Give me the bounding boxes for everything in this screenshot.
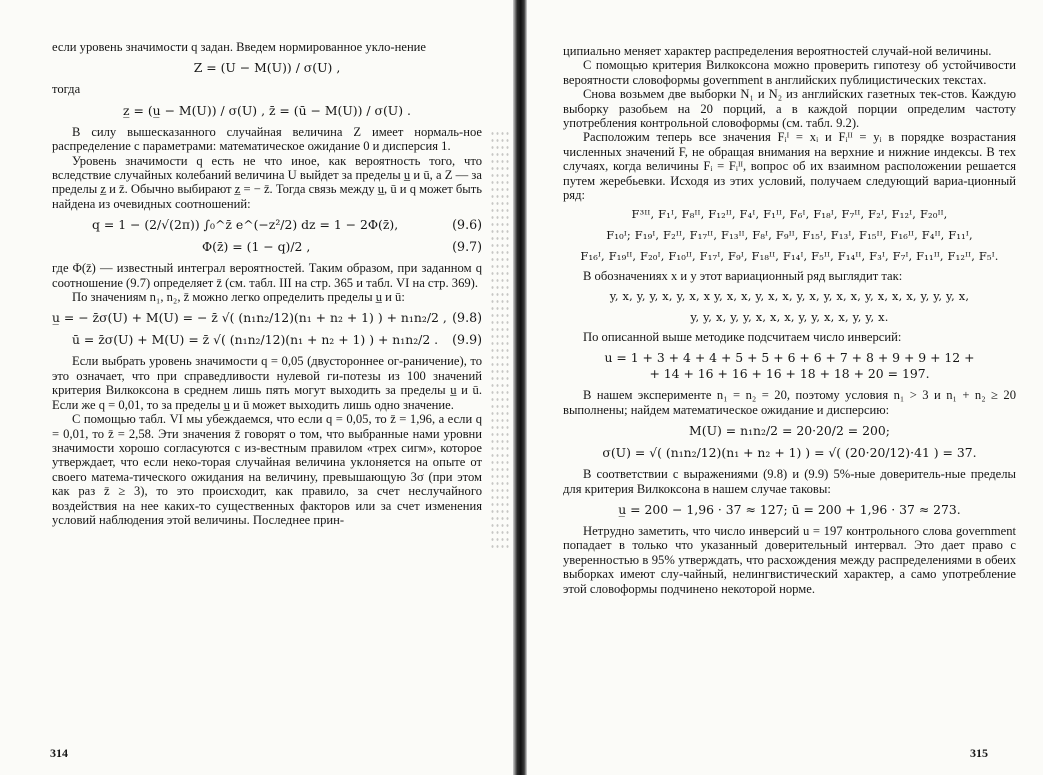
- equation-number: (9.9): [452, 332, 482, 348]
- equation-9-9: [52, 332, 482, 348]
- paragraph: По значениям n₁, n₂, z̄ можно легко определить пределы u̲ и ū:: [72, 290, 405, 305]
- equation-9-8: [52, 310, 482, 326]
- page-number: 315: [970, 746, 988, 760]
- page-number: 314: [50, 746, 68, 760]
- right-page: [530, 0, 1043, 775]
- left-page: [0, 0, 515, 775]
- right-text-column: [563, 44, 1016, 596]
- series-line: F₁₆ᴵ, F₁₉ᴵᴵ, F₂₀ᴵ, F₁₀ᴵᴵ, F₁₇ᴵ, F₉ᴵ, F₁₈ᴵᴵ, F₁₄ᴵ, F₅ᴵᴵ, F₁₄ᴵᴵ, F₃ᴵ, F₇ᴵ, F₁₁ᴵᴵ, F₁₂ᴵᴵ, F₅ᴵ.: [580, 249, 999, 264]
- paragraph: В соответствии с выражениями (9.8) и (9.9) 5%-ные доверитель-ные пределы для критерия Вилкоксона в нашем случае таковы:: [563, 467, 1016, 496]
- equation-body: ū = z̄σ(U) + M(U) = z̄ √( (n₁n₂/12)(n₁ + n₂ + 1) ) + n₁n₂/2 .: [72, 332, 439, 348]
- formula-confidence-limits: u̲ = 200 − 1,96 · 37 ≈ 127; ū = 200 + 1,96 · 37 ≈ 273.: [618, 501, 961, 517]
- left-text-column: [52, 40, 482, 527]
- series-line: F₁₀ᴵ; F₁₉ᴵ, F₂ᴵᴵ, F₁₇ᴵᴵ, F₁₃ᴵᴵ, F₈ᴵ, F₉ᴵᴵ, F₁₅ᴵ, F₁₃ᴵ, F₁₅ᴵᴵ, F₁₆ᴵᴵ, F₄ᴵᴵ, F₁₁ᴵ,: [606, 228, 973, 243]
- formula-expectation: M(U) = n₁n₂/2 = 20·20/2 = 200;: [689, 423, 890, 439]
- formula-normalized-deviation: Z = (U − M(U)) / σ(U) ,: [193, 60, 341, 76]
- equation-number: (9.7): [452, 239, 482, 255]
- equation-9-6: [52, 217, 482, 233]
- equation-number: (9.8): [452, 310, 482, 326]
- formula-dispersion: σ(U) = √( (n₁n₂/12)(n₁ + n₂ + 1) ) = √( (20·20/12)·41 ) = 37.: [602, 445, 977, 461]
- paragraph: где Φ(z̄) — известный интеграл вероятностей. Таким образом, при заданном q соотношение (9.7) определяет z̄ (см. табл. III на стр. 365 и табл. VI на стр. 369).: [52, 261, 482, 290]
- paragraph: ципиально меняет характер распределения вероятностей случай-ной величины.: [563, 44, 992, 58]
- paragraph: если уровень значимости q задан. Введем нормированное укло-нение: [52, 40, 427, 54]
- inversion-sum: [563, 350, 1016, 382]
- book-gutter: [513, 0, 527, 775]
- scan-noise: [490, 130, 510, 550]
- series-line: F³ᴵᴵ, F₁ᴵ, F₈ᴵᴵ, F₁₂ᴵᴵ, F₄ᴵ, F₁ᴵᴵ, F₆ᴵ, F₁₈ᴵ, F₇ᴵᴵ, F₂ᴵ, F₁₂ᴵ, F₂₀ᴵᴵ,: [631, 207, 948, 222]
- series-line: y, y, x, y, y, x, x, x, y, y, x, x, y, y, x.: [690, 309, 889, 324]
- paragraph: С помощью критерия Вилкоксона можно проверить гипотезу об устойчивости вероятности словоформы government в английских публицистических текстах.: [563, 58, 1016, 87]
- paragraph: По описанной выше методике подсчитаем число инверсий:: [583, 329, 902, 344]
- paragraph: В обозначениях x и y этот вариационный ряд выглядит так:: [583, 269, 903, 284]
- paragraph: Расположим теперь все значения Fᵢᴵ = xᵢ и Fᵢᴵᴵ = yᵢ в порядке возрастания численных значений F, не обращая внимания на верхние и нижние индексы. В тех случаях, когда величины Fᵢ = Fᵢᴵᴵ, вопрос об их взаимном расположении решается путем жеребьевки. Исходя из этих условий, получаем следующий вариа-ционный ряд:: [563, 130, 1016, 203]
- variation-series: [563, 204, 1016, 267]
- paragraph: Снова возьмем две выборки N₁ и N₂ из английских газетных тек-стов. Каждую выборку разобьем на 20 порций, а в каждой порции определим частоту употребления контрольной словоформы (см. табл. 9.2).: [563, 87, 1016, 131]
- paragraph: Если выбрать уровень значимости q = 0,05 (двустороннее ог-раничение), то это означает, что при справедливости нулевой ги-потезы из 100 значений критерия Вилкоксона в среднем лишь пять могут выходить за пределы u̲ и ū. Если же q = 0,01, то за пределы u̲ и ū может выходить лишь одно значение.: [52, 354, 482, 412]
- paragraph: В силу вышесказанного случайная величина Z имеет нормаль-ное распределение с параметрами: математическое ожидание 0 и дисперсия 1.: [52, 124, 482, 154]
- formula-z-limits: z̲ = (u̲ − M(U)) / σ(U) , z̄ = (ū − M(U)) / σ(U) .: [123, 102, 411, 118]
- equation-body: Φ(z̄) = (1 − q)/2 ,: [202, 239, 311, 255]
- paragraph: тогда: [52, 82, 81, 97]
- paragraph: Уровень значимости q есть не что иное, как вероятность того, что вследствие случайных колебаний величина U выйдет за пределы u̲ и ū, а Z — за пределы z̲ и z̄. Обычно выбирают z̲ = − z̄. Тогда связь между u̲, ū и q может быть найдена из очевидных соотношений:: [52, 153, 482, 211]
- paragraph: С помощью табл. VI мы убеждаемся, что если q = 0,05, то z̄ = 1,96, а если q = 0,01, то z̄ = 2,58. Эти значения z̄ говорят о том, что выбранные нами уровни значимости хорошо согласуются с из-вестным правилом «трех сигм», которое утверждает, что если неко-торая случайная величина уклоняется на опыте от своего матема-тического ожидания на величину, превышающую 3σ (при этом как раз z̄ ≥ 3), то это происходит, как правило, за счет неслучайного воздействия на нее каких-то существенных факторов или за счет изменения условий наблюдения этой величины. Последнее прин-: [52, 412, 482, 527]
- formula-line: u = 1 + 3 + 4 + 4 + 5 + 5 + 6 + 6 + 7 + 8 + 9 + 9 + 12 +: [604, 350, 975, 366]
- formula-line: + 14 + 16 + 16 + 16 + 18 + 18 + 20 = 197.: [649, 366, 930, 382]
- equation-9-7: [52, 239, 482, 255]
- series-line: y, x, y, y, x, y, x, x y, x, x, y, x, x, y, x, y, x, x, y, x, x, x, y, y, y, x,: [609, 288, 970, 303]
- xy-series: [563, 286, 1016, 328]
- paragraph: Нетрудно заметить, что число инверсий u = 197 контрольного слова government попадает в только что указанный доверительный интервал. Это дает право с уверенностью в 95% утверждать, что расхождения между распределениями в обеих выборках имеют слу-чайный, нелингвистический характер, а само употребление этой словоформы подчинено некоторой норме.: [563, 523, 1016, 596]
- equation-body: u̲ = − z̄σ(U) + M(U) = − z̄ √( (n₁n₂/12)(n₁ + n₂ + 1) ) + n₁n₂/2 ,: [52, 310, 447, 326]
- equation-body: q = 1 − (2/√(2π)) ∫₀^z̄ e^(−z²/2) dz = 1 − 2Φ(z̄),: [92, 217, 399, 233]
- paragraph: В нашем эксперименте n₁ = n₂ = 20, поэтому условия n₁ > 3 и n₁ + n₂ ≥ 20 выполнены; найдем математическое ожидание и дисперсию:: [563, 388, 1016, 417]
- equation-number: (9.6): [452, 217, 482, 233]
